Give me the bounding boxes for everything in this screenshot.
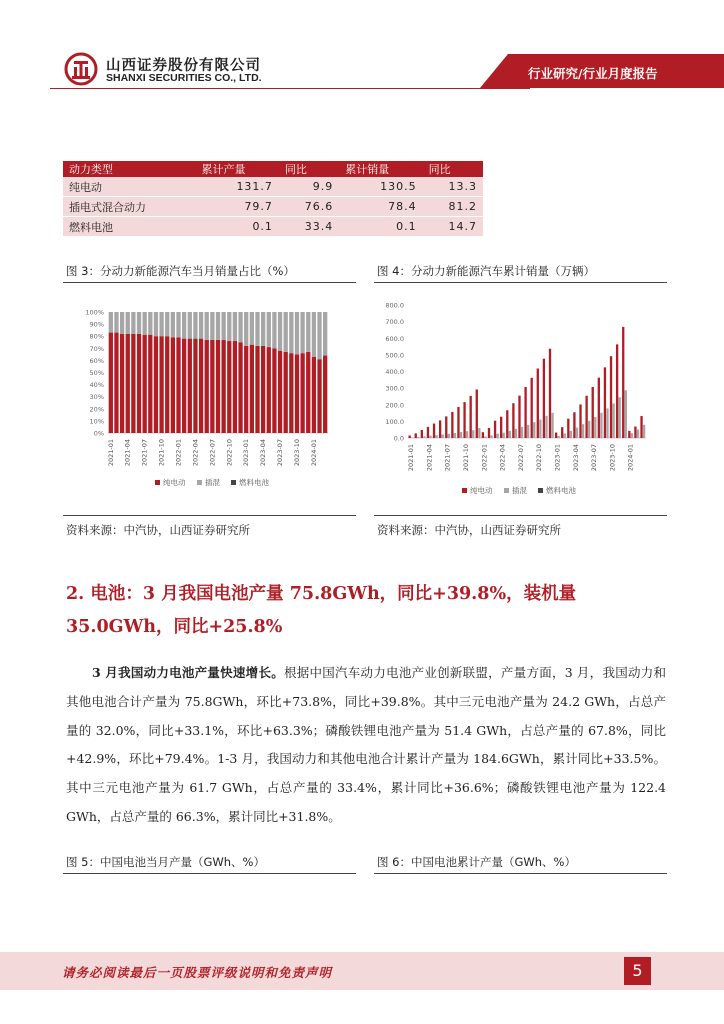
bar-bev xyxy=(549,349,551,438)
bar-bev xyxy=(126,334,130,433)
bar-phev xyxy=(295,312,299,354)
y-tick-label: 200.0 xyxy=(385,401,404,410)
bar-bev xyxy=(531,378,533,438)
y-tick-label: 400.0 xyxy=(385,368,404,376)
table-header-cell: 同比 xyxy=(279,161,339,177)
bar-bev xyxy=(579,404,581,438)
bar-bev xyxy=(439,420,441,438)
bar-bev xyxy=(610,356,612,438)
bar-phev xyxy=(435,435,437,438)
bar-phev xyxy=(576,428,578,438)
bar-phev xyxy=(238,312,242,342)
bar-phev xyxy=(631,433,633,438)
bar-phev xyxy=(454,433,456,438)
table-cell: 14.7 xyxy=(423,217,483,237)
table-cell: 130.5 xyxy=(339,177,422,197)
bar-phev xyxy=(300,312,304,353)
figure-4-bottom-rule xyxy=(374,515,667,516)
legend-swatch xyxy=(504,488,509,493)
bar-bev xyxy=(143,335,147,433)
bar-phev xyxy=(176,312,180,337)
bar-phev xyxy=(120,312,124,334)
bar-phev xyxy=(159,312,163,336)
bar-phev xyxy=(625,390,627,438)
bar-phev xyxy=(417,437,419,438)
bar-phev xyxy=(643,425,645,438)
table-header-cell: 动力类型 xyxy=(63,161,196,177)
bar-phev xyxy=(606,408,608,438)
legend-swatch xyxy=(155,480,160,485)
bar-phev xyxy=(148,312,152,335)
y-tick-label: 100% xyxy=(85,308,104,317)
bar-bev xyxy=(317,359,321,433)
table-header-row xyxy=(63,161,483,177)
bar-bev xyxy=(312,357,316,433)
bar-bev xyxy=(573,412,575,438)
x-tick-label: 2021-04 xyxy=(425,444,434,472)
bar-phev xyxy=(227,312,231,341)
bar-bev xyxy=(494,421,496,438)
bar-phev xyxy=(442,435,444,438)
bar-phev xyxy=(466,431,468,438)
bar-bev xyxy=(221,340,225,433)
bar-bev xyxy=(267,347,271,433)
bar-bev xyxy=(616,344,618,438)
company-name-en: SHANXI SECURITIES CO., LTD. xyxy=(106,72,262,84)
bar-phev xyxy=(448,434,450,438)
bar-bev xyxy=(512,403,514,438)
bar-phev xyxy=(154,312,158,336)
bar-phev xyxy=(551,413,553,438)
bar-bev xyxy=(537,369,539,438)
bar-bev xyxy=(154,336,158,433)
table-row xyxy=(63,177,483,197)
section-body xyxy=(66,659,666,832)
bar-phev xyxy=(423,436,425,438)
bar-bev xyxy=(561,427,563,438)
x-tick-label: 2022-01 xyxy=(480,444,489,472)
bar-bev xyxy=(233,341,237,433)
y-tick-label: 500.0 xyxy=(385,351,404,360)
figure-6-top-rule xyxy=(374,873,667,874)
figure-4-top-rule xyxy=(374,282,667,283)
bar-phev xyxy=(594,417,596,438)
bar-bev xyxy=(176,337,180,433)
x-tick-label: 2021-07 xyxy=(140,439,149,467)
bar-phev xyxy=(503,433,505,438)
table-row xyxy=(63,217,483,237)
bar-phev xyxy=(205,312,209,340)
bar-phev xyxy=(233,312,237,341)
table-cell: 0.1 xyxy=(339,217,422,237)
bar-phev xyxy=(284,312,288,352)
bar-bev xyxy=(137,334,141,433)
bar-phev xyxy=(323,312,327,356)
bar-bev xyxy=(634,427,636,438)
bar-bev xyxy=(628,431,630,438)
table-cell: 81.2 xyxy=(423,197,483,217)
x-tick-label: 2021-01 xyxy=(407,444,416,472)
bar-phev xyxy=(619,397,621,438)
x-tick-label: 2022-01 xyxy=(174,439,183,467)
table-cell: 79.7 xyxy=(196,197,279,217)
bar-phev xyxy=(131,312,135,334)
bar-phev xyxy=(137,312,141,334)
bar-bev xyxy=(193,339,197,433)
legend-swatch xyxy=(462,488,467,493)
x-tick-label: 2022-10 xyxy=(225,439,234,467)
bar-phev xyxy=(527,425,529,438)
x-tick-label: 2023-07 xyxy=(276,439,285,467)
bar-bev xyxy=(524,387,526,438)
bar-bev xyxy=(598,378,600,438)
bar-bev xyxy=(555,433,557,438)
legend-label: 燃料电池 xyxy=(239,478,269,487)
table-cell: 131.7 xyxy=(196,177,279,197)
figure-3-source: 资料来源：中汽协，山西证券研究所 xyxy=(66,523,250,537)
bar-phev xyxy=(521,427,523,438)
bar-bev xyxy=(250,345,254,433)
bar-bev xyxy=(182,339,186,433)
bar-bev xyxy=(131,334,135,433)
bar-phev xyxy=(570,431,572,438)
y-tick-label: 80% xyxy=(89,332,104,341)
bar-bev xyxy=(300,353,304,433)
bar-phev xyxy=(600,413,602,438)
bar-phev xyxy=(637,430,639,438)
y-tick-label: 20% xyxy=(89,405,104,414)
report-type: 行业研究/行业月度报告 xyxy=(528,66,658,81)
bar-phev xyxy=(171,312,175,337)
bar-bev xyxy=(284,352,288,433)
y-tick-label: 700.0 xyxy=(385,318,404,327)
bar-phev xyxy=(564,434,566,438)
bar-phev xyxy=(515,429,517,438)
bar-bev xyxy=(261,346,265,433)
y-tick-label: 90% xyxy=(89,320,104,329)
bar-bev xyxy=(120,334,124,433)
bar-phev xyxy=(484,437,486,438)
legend-label: 纯电动 xyxy=(163,478,186,487)
x-tick-label: 2022-04 xyxy=(191,439,200,467)
legend-swatch xyxy=(197,480,202,485)
bar-bev xyxy=(408,436,410,438)
bar-phev xyxy=(165,312,169,336)
bar-phev xyxy=(188,312,192,339)
bar-bev xyxy=(482,432,484,438)
bar-phev xyxy=(496,434,498,438)
bar-phev xyxy=(429,436,431,438)
figure-3-bottom-rule xyxy=(63,515,356,516)
bar-bev xyxy=(114,333,118,433)
figure-5-caption: 图 5：中国电池当月产量（GWh、%） xyxy=(66,855,265,869)
bar-phev xyxy=(143,312,147,335)
bar-phev xyxy=(317,312,321,359)
legend-label: 插混 xyxy=(205,478,220,487)
bar-bev xyxy=(295,354,299,433)
bar-phev xyxy=(582,424,584,438)
bar-bev xyxy=(506,410,508,438)
x-tick-label: 2022-07 xyxy=(208,439,217,467)
table-cell: 78.4 xyxy=(339,197,422,217)
bar-phev xyxy=(182,312,186,339)
bar-phev xyxy=(472,430,474,438)
x-tick-label: 2022-07 xyxy=(516,444,525,472)
table-cell: 33.4 xyxy=(279,217,339,237)
bar-bev xyxy=(278,351,282,433)
y-tick-label: 0% xyxy=(93,429,104,438)
bar-bev xyxy=(640,416,642,438)
bar-phev xyxy=(612,403,614,438)
figure-4-chart xyxy=(374,290,667,510)
y-tick-label: 0.0 xyxy=(393,434,404,443)
x-tick-label: 2021-04 xyxy=(123,439,132,467)
bar-bev xyxy=(433,424,435,438)
bar-phev xyxy=(533,422,535,438)
powertrain-table xyxy=(63,161,483,237)
bar-bev xyxy=(188,339,192,433)
table-header-cell: 同比 xyxy=(423,161,483,177)
y-tick-label: 70% xyxy=(89,344,104,353)
bar-phev xyxy=(539,420,541,438)
bar-phev xyxy=(126,312,130,334)
bar-bev xyxy=(518,396,520,438)
table-cell: 13.3 xyxy=(423,177,483,197)
figure-5-top-rule xyxy=(63,873,356,874)
bar-phev xyxy=(216,312,220,340)
bar-bev xyxy=(272,348,276,433)
x-tick-label: 2023-01 xyxy=(242,439,251,467)
bar-bev xyxy=(323,356,327,433)
bar-bev xyxy=(500,417,502,438)
x-tick-label: 2022-04 xyxy=(498,444,507,472)
bar-bev xyxy=(543,359,545,438)
table-header-cell: 累计销量 xyxy=(339,161,422,177)
bar-bev xyxy=(205,340,209,433)
section-title: 2. 电池：3 月我国电池产量 75.8GWh，同比+39.8%，装机量 35.0GWh，同比+25.8% xyxy=(66,584,577,637)
y-tick-label: 800.0 xyxy=(385,301,404,310)
x-tick-label: 2021-07 xyxy=(443,444,452,472)
bar-phev xyxy=(306,312,310,352)
bar-bev xyxy=(109,333,113,433)
figure-3-chart xyxy=(63,290,356,510)
company-logo-icon xyxy=(64,52,98,86)
bar-bev xyxy=(148,335,152,433)
bar-bev xyxy=(463,402,465,438)
bar-bev xyxy=(227,341,231,433)
y-tick-label: 30% xyxy=(89,393,104,402)
bar-phev xyxy=(272,312,276,348)
bar-phev xyxy=(210,312,214,340)
x-tick-label: 2023-04 xyxy=(259,439,268,467)
x-tick-label: 2023-10 xyxy=(608,444,617,472)
body-text: 根据中国汽车动力电池产业创新联盟，产量方面，3 月，我国动力和其他电池合计产量为 75.8GWh，环比+73.8%，同比+39.8%。其中三元电池产量为 24.2 GWh，占总产量的 32.0%，同比+33.1%，环比+63.3%；磷酸铁锂电池产量为 51.4 GWh，占总产量的 67.8%，同比+42.9%，环比+79.4%。1-3 月，我国动力和其他电池合计累计产量为 184.6GWh，累计同比+33.5%。其中三元电池产量为 61.7 GWh，占总产量的 33.4%，累计同比+36.6%；磷酸铁锂电池产量为 122.4 GWh，占总产量的 66.3%，累计同比+31.8%。 xyxy=(66,665,666,824)
table-row xyxy=(63,197,483,217)
bar-phev xyxy=(244,312,248,346)
x-tick-label: 2022-10 xyxy=(535,444,544,472)
x-tick-label: 2021-01 xyxy=(106,439,115,467)
table-cell: 插电式混合动力 xyxy=(63,197,196,217)
y-tick-label: 300.0 xyxy=(385,384,404,393)
bar-phev xyxy=(478,428,480,438)
x-tick-label: 2023-04 xyxy=(571,444,580,472)
table-cell: 燃料电池 xyxy=(63,217,196,237)
bar-bev xyxy=(585,396,587,438)
bar-bev xyxy=(289,353,293,433)
bar-phev xyxy=(193,312,197,339)
bar-phev xyxy=(558,436,560,438)
footer-disclaimer[interactable]: 请务必阅读最后一页股票评级说明和免责声明 xyxy=(62,965,333,980)
bar-bev xyxy=(255,346,259,433)
x-tick-label: 2024-01 xyxy=(309,439,318,467)
page-number: 5 xyxy=(624,957,651,985)
bar-bev xyxy=(238,342,242,433)
figure-4-source: 资料来源：中汽协，山西证券研究所 xyxy=(377,523,561,537)
bar-bev xyxy=(210,340,214,433)
bar-bev xyxy=(306,352,310,433)
bar-phev xyxy=(250,312,254,345)
company-name-cn: 山西证券股份有限公司 xyxy=(106,58,261,74)
table-cell: 76.6 xyxy=(279,197,339,217)
header-rule xyxy=(50,88,530,89)
body-lead: 3 月我国动力电池产量快速增长。 xyxy=(92,665,284,680)
table-cell: 0.1 xyxy=(196,217,279,237)
bar-bev xyxy=(244,346,248,433)
legend-swatch xyxy=(231,480,236,485)
bar-phev xyxy=(278,312,282,351)
bar-bev xyxy=(567,419,569,438)
bar-phev xyxy=(109,312,113,333)
figure-4-caption: 图 4：分动力新能源汽车累计销量（万辆） xyxy=(377,264,595,278)
legend-swatch xyxy=(538,488,543,493)
bar-phev xyxy=(460,432,462,438)
bar-phev xyxy=(261,312,265,346)
bar-bev xyxy=(199,339,203,433)
y-tick-label: 600.0 xyxy=(385,334,404,343)
bar-phev xyxy=(312,312,316,357)
bar-bev xyxy=(159,336,163,433)
bar-phev xyxy=(545,416,547,438)
bar-bev xyxy=(488,428,490,438)
bar-bev xyxy=(216,340,220,433)
y-tick-label: 50% xyxy=(89,369,104,377)
y-tick-label: 100.0 xyxy=(385,417,404,426)
bar-bev xyxy=(592,387,594,438)
bar-bev xyxy=(457,407,459,438)
table-cell: 9.9 xyxy=(279,177,339,197)
x-tick-label: 2023-07 xyxy=(590,444,599,472)
bar-phev xyxy=(289,312,293,353)
table-header-cell: 累计产量 xyxy=(196,161,279,177)
bar-phev xyxy=(199,312,203,339)
bar-bev xyxy=(427,427,429,438)
legend-label: 纯电动 xyxy=(470,486,493,495)
x-tick-label: 2023-10 xyxy=(292,439,301,467)
bar-phev xyxy=(509,431,511,438)
x-tick-label: 2024-01 xyxy=(626,444,635,472)
bar-bev xyxy=(622,327,624,438)
y-tick-label: 40% xyxy=(89,381,104,390)
legend-label: 插混 xyxy=(512,486,527,495)
figure-3-caption: 图 3：分动力新能源汽车当月销量占比（%） xyxy=(66,264,295,278)
bar-bev xyxy=(451,412,453,438)
y-tick-label: 60% xyxy=(89,356,104,365)
x-tick-label: 2021-10 xyxy=(461,444,470,472)
x-tick-label: 2023-01 xyxy=(553,444,562,472)
bar-phev xyxy=(114,312,118,333)
bar-bev xyxy=(415,433,417,438)
bar-phev xyxy=(490,435,492,438)
bar-bev xyxy=(165,336,169,433)
bar-phev xyxy=(221,312,225,340)
bar-bev xyxy=(476,389,478,438)
bar-phev xyxy=(588,421,590,438)
bar-bev xyxy=(171,337,175,433)
figure-3-top-rule xyxy=(63,282,356,283)
figure-6-caption: 图 6：中国电池累计产量（GWh、%） xyxy=(377,855,576,869)
bar-phev xyxy=(255,312,259,346)
bar-bev xyxy=(604,367,606,438)
table-cell: 纯电动 xyxy=(63,177,196,197)
bar-phev xyxy=(267,312,271,347)
legend-label: 燃料电池 xyxy=(546,486,576,495)
bar-bev xyxy=(445,416,447,438)
y-tick-label: 10% xyxy=(89,417,104,426)
bar-bev xyxy=(470,396,472,438)
bar-bev xyxy=(421,430,423,438)
x-tick-label: 2021-10 xyxy=(157,439,166,467)
